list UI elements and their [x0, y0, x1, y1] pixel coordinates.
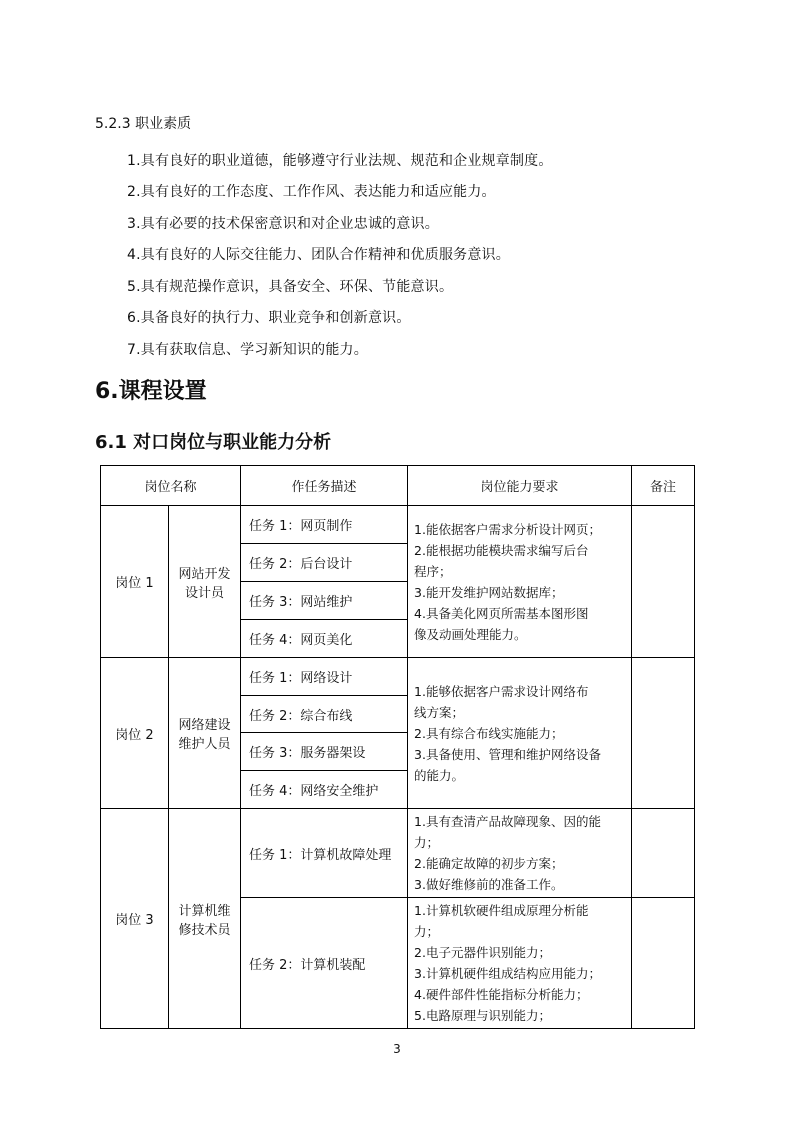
- post-name: [169, 658, 241, 809]
- task-cell: 任务 4：网络安全维护: [241, 771, 408, 809]
- requirement-line: 1.能依据客户需求分析设计网页；: [414, 521, 601, 537]
- task-cell: 任务 2：后台设计: [241, 544, 408, 582]
- requirement-line: 2.能确定故障的初步方案；: [414, 856, 564, 871]
- post-id: 岗位 3: [101, 809, 169, 1029]
- note-cell: [632, 898, 695, 1029]
- requirement-line: 3.做好维修前的准备工作。: [414, 877, 564, 892]
- header-post-name: 岗位名称: [101, 466, 241, 506]
- requirements-cell: [408, 658, 632, 809]
- post-name-line: 计算机维: [178, 903, 231, 919]
- table-row: [101, 809, 695, 898]
- task-cell: 任务 2：综合布线: [241, 696, 408, 733]
- page-number: 3: [393, 1042, 401, 1056]
- task-cell: 任务 1：网络设计: [241, 658, 408, 696]
- post-name-line: 设计员: [185, 585, 225, 601]
- requirement-line: 4.具备美化网页所需基本图形图: [414, 605, 589, 621]
- requirement-line: 1.能够依据客户需求设计网络布: [414, 683, 589, 699]
- table-header-row: [101, 466, 695, 506]
- requirements-cell: [408, 506, 632, 658]
- chapter-heading: 6.课程设置: [95, 379, 207, 404]
- post-id: 岗位 1: [101, 506, 169, 658]
- task-cell: 任务 3：网站维护: [241, 582, 408, 620]
- post-name-line: 修技术员: [178, 922, 231, 938]
- quality-item: 7.具有获取信息、学习新知识的能力。: [127, 342, 368, 358]
- task-cell: 任务 4：网页美化: [241, 620, 408, 658]
- post-name-line: 网站开发: [178, 566, 231, 582]
- header-note: 备注: [632, 466, 695, 506]
- requirement-line: 的能力。: [414, 767, 465, 783]
- requirement-line: 3.计算机硬件组成结构应用能力；: [414, 966, 601, 981]
- task-cell: 任务 2：计算机装配: [241, 898, 408, 1029]
- quality-item: 1.具有良好的职业道德，能够遵守行业法规、规范和企业规章制度。: [127, 153, 553, 169]
- requirement-line: 2.具有综合布线实施能力；: [414, 725, 564, 741]
- requirement-line: 1.具有查清产品故障现象、因的能: [414, 814, 601, 829]
- quality-item: 3.具有必要的技术保密意识和对企业忠诚的意识。: [127, 216, 439, 232]
- requirement-line: 3.具备使用、管理和维护网络设备: [414, 746, 601, 762]
- header-task-desc: 作任务描述: [241, 466, 408, 506]
- requirement-line: 线方案；: [414, 704, 465, 720]
- requirement-line: 力；: [414, 924, 440, 939]
- post-name-line: 维护人员: [178, 737, 231, 752]
- requirement-line: 4.硬件部件性能指标分析能力；: [414, 987, 589, 1002]
- note-cell: [632, 809, 695, 898]
- subsection-heading: 6.1 对口岗位与职业能力分析: [95, 432, 332, 453]
- table-row: [101, 506, 695, 544]
- task-cell: 任务 1：网页制作: [241, 506, 408, 544]
- requirement-line: 3.能开发维护网站数据库；: [414, 584, 564, 600]
- header-ability: 岗位能力要求: [408, 466, 632, 506]
- requirements-cell: [408, 898, 632, 1029]
- requirement-line: 1.计算机软硬件组成原理分析能: [414, 903, 589, 918]
- quality-item: 5.具有规范操作意识，具备安全、环保、节能意识。: [127, 279, 454, 295]
- post-name: [169, 506, 241, 658]
- task-cell: 任务 3：服务器架设: [241, 733, 408, 771]
- quality-item: 6.具备良好的执行力、职业竞争和创新意识。: [127, 310, 411, 326]
- requirement-line: 2.电子元器件识别能力；: [414, 945, 551, 960]
- quality-item: 4.具有良好的人际交往能力、团队合作精神和优质服务意识。: [127, 247, 510, 263]
- requirement-line: 2.能根据功能模块需求编写后台: [414, 542, 589, 558]
- requirement-line: 力；: [414, 835, 440, 850]
- quality-item: 2.具有良好的工作态度、工作作风、表达能力和适应能力。: [127, 184, 496, 200]
- requirement-line: 像及动画处理能力。: [414, 626, 527, 642]
- table-row: [101, 658, 695, 696]
- requirement-line: 程序；: [414, 563, 452, 579]
- requirement-line: 5.电路原理与识别能力；: [414, 1008, 551, 1023]
- job-ability-table: [100, 465, 695, 1029]
- post-id: 岗位 2: [101, 658, 169, 809]
- post-name-line: 网络建设: [178, 718, 231, 733]
- post-name: [169, 809, 241, 1029]
- note-cell: [632, 506, 695, 658]
- note-cell: [632, 658, 695, 809]
- task-cell: 任务 1：计算机故障处理: [241, 809, 408, 898]
- section-heading: 5.2.3 职业素质: [95, 116, 192, 132]
- requirements-cell: [408, 809, 632, 898]
